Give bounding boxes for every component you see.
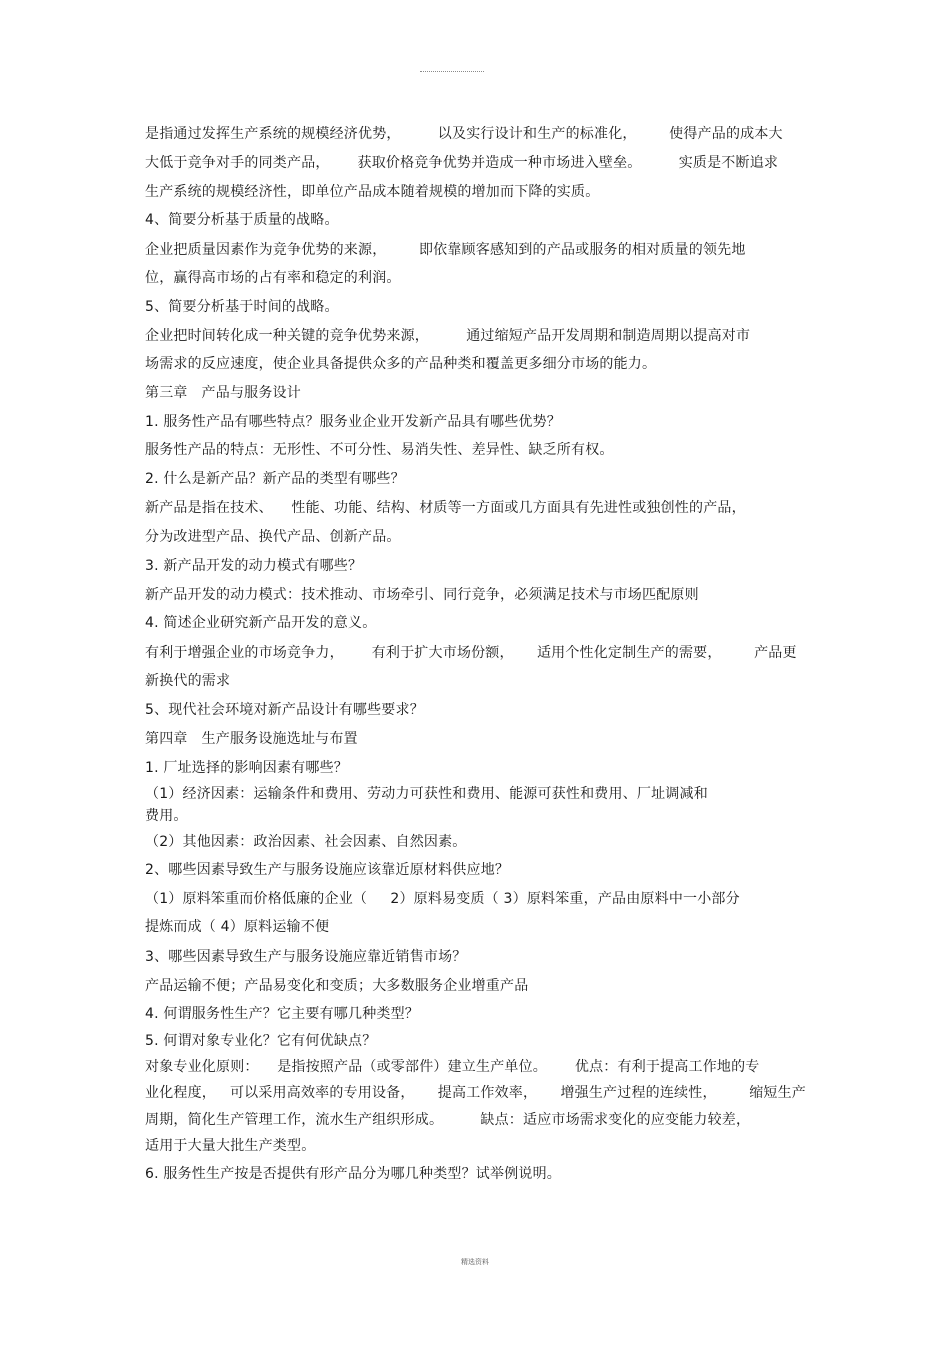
- text-line: 第四章 生产服务设施选址与布置: [145, 731, 358, 747]
- text-line: 企业把时间转化成一种关键的竞争优势来源， 通过缩短产品开发周期和制造周期以提高对市: [145, 328, 751, 344]
- text-line: 服务性产品的特点：无形性、不可分性、易消失性、差异性、缺乏所有权。: [145, 442, 614, 458]
- text-line: 2. 什么是新产品？新产品的类型有哪些？: [145, 471, 405, 487]
- text-line: 有利于增强企业的市场竞争力， 有利于扩大市场份额， 适用个性化定制生产的需要， 产品更: [145, 645, 797, 661]
- text-line: 4. 何谓服务性生产？它主要有哪几种类型？: [145, 1006, 420, 1022]
- text-line: 位，赢得高市场的占有率和稳定的利润。: [145, 270, 401, 286]
- text-line: 适用于大量大批生产类型。: [145, 1138, 316, 1154]
- text-line: 周期，简化生产管理工作，流水生产组织形成。 缺点：适应市场需求变化的应变能力较差，: [145, 1112, 751, 1128]
- text-line: 4、简要分析基于质量的战略。: [145, 212, 339, 228]
- text-line: （1）经济因素：运输条件和费用、劳动力可获性和费用、能源可获性和费用、厂址调减和: [145, 786, 708, 802]
- text-line: （2）其他因素：政治因素、社会因素、自然因素。: [145, 834, 467, 850]
- text-line: 新换代的需求: [145, 673, 231, 689]
- text-line: 是指通过发挥生产系统的规模经济优势， 以及实行设计和生产的标准化， 使得产品的成本大: [145, 126, 783, 142]
- text-line: 费用。: [145, 808, 188, 824]
- text-line: 企业把质量因素作为竞争优势的来源， 即依靠顾客感知到的产品或服务的相对质量的领先地: [145, 242, 746, 258]
- text-line: 产品运输不便；产品易变化和变质；大多数服务企业增重产品: [145, 978, 529, 994]
- text-line: 6. 服务性生产按是否提供有形产品分为哪几种类型？试举例说明。: [145, 1166, 562, 1182]
- text-line: 4. 简述企业研究新产品开发的意义。: [145, 615, 377, 631]
- text-line: 大低于竞争对手的同类产品， 获取价格竞争优势并造成一种市场进入壁垒。 实质是不断追求: [145, 155, 779, 171]
- text-line: 业化程度， 可以采用高效率的专用设备， 提高工作效率， 增强生产过程的连续性， 缩短生产: [145, 1085, 807, 1101]
- text-line: 第三章 产品与服务设计: [145, 385, 301, 401]
- text-line: 3. 新产品开发的动力模式有哪些？: [145, 558, 363, 574]
- text-line: 新产品开发的动力模式：技术推动、市场牵引、同行竞争，必须满足技术与市场匹配原则: [145, 587, 699, 603]
- page-footer: 精选资料: [461, 1258, 489, 1266]
- text-line: 1. 服务性产品有哪些特点？服务业企业开发新产品具有哪些优势？: [145, 414, 562, 430]
- text-line: 2、哪些因素导致生产与服务设施应该靠近原材料供应地？: [145, 862, 510, 878]
- text-line: 新产品是指在技术、 性能、功能、结构、材质等一方面或几方面具有先进性或独创性的产品，: [145, 500, 746, 516]
- text-line: 5、现代社会环境对新产品设计有哪些要求？: [145, 702, 424, 718]
- text-line: 1. 厂址选择的影响因素有哪些？: [145, 760, 349, 776]
- text-line: 分为改进型产品、换代产品、创新产品。: [145, 529, 401, 545]
- text-line: 5. 何谓对象专业化？它有何优缺点？: [145, 1033, 377, 1049]
- text-line: 生产系统的规模经济性，即单位产品成本随着规模的增加而下降的实质。: [145, 184, 600, 200]
- text-line: 场需求的反应速度，使企业具备提供众多的产品种类和覆盖更多细分市场的能力。: [145, 356, 657, 372]
- text-line: 提炼而成（ 4）原料运输不便: [145, 919, 330, 935]
- text-line: 5、简要分析基于时间的战略。: [145, 299, 339, 315]
- text-line: 3、哪些因素导致生产与服务设施应靠近销售市场？: [145, 949, 467, 965]
- text-line: （1）原料笨重而价格低廉的企业（ 2）原料易变质（ 3）原料笨重，产品由原料中一小部分: [145, 891, 740, 907]
- header-rule: [420, 71, 484, 72]
- text-line: 对象专业化原则： 是指按照产品（或零部件）建立生产单位。 优点：有利于提高工作地的专: [145, 1059, 760, 1075]
